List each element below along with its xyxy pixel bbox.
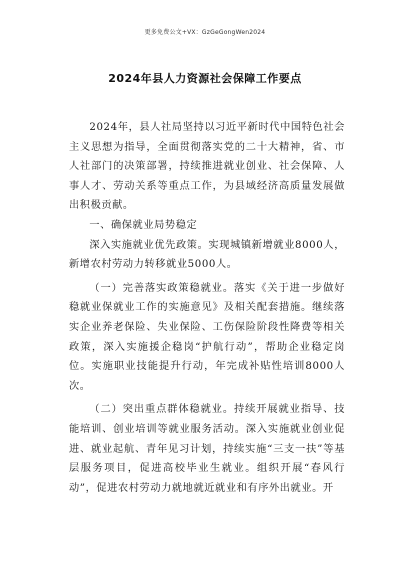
document-title: 2024年县人力资源社会保障工作要点 <box>108 72 302 85</box>
section-heading-1: 一、确保就业局势稳定 <box>89 219 198 231</box>
paragraph-policy-item-2: （二）突出重点群体稳就业。持续开展就业指导、技能培训、创业培训等就业服务活动。深入实施就业创业促进、就业起航、青年见习计划，持续实施“三支一扶”等基层服务项目，促进高校毕业生就业。组织开展“春风行动”，促进农村劳动力就地就近就业和有序外出就业。开 <box>69 404 345 494</box>
document-body <box>69 118 345 498</box>
paragraph-intro: 2024年，县人社局坚持以习近平新时代中国特色社会主义思想为指导，全面贯彻落实党的二十大精神，省、市人社部门的决策部署，持续推进就业创业、社会保障、人事人才、劳动关系等重点工作，为县域经济高质量发展做出积极贡献。 <box>69 122 345 212</box>
paragraph-employment-policy: 深入实施就业优先政策。实现城镇新增就业8000人，新增农村劳动力转移就业5000人。 <box>69 239 345 271</box>
paragraph-policy-item-1: （一）完善落实政策稳就业。落实《关于进一步做好稳就业保就业工作的实施意见》及相关配套措施。继续落实企业养老保险、失业保险、工伤保险阶段性降费等相关政策，深入实施援企稳岗“护航行动”，帮助企业稳定岗位。实施职业技能提升行动，年完成补贴性培训8000人次。 <box>69 282 345 392</box>
header-note: 更多免费公文+VX：GzGeGongWen2024 <box>144 29 266 36</box>
